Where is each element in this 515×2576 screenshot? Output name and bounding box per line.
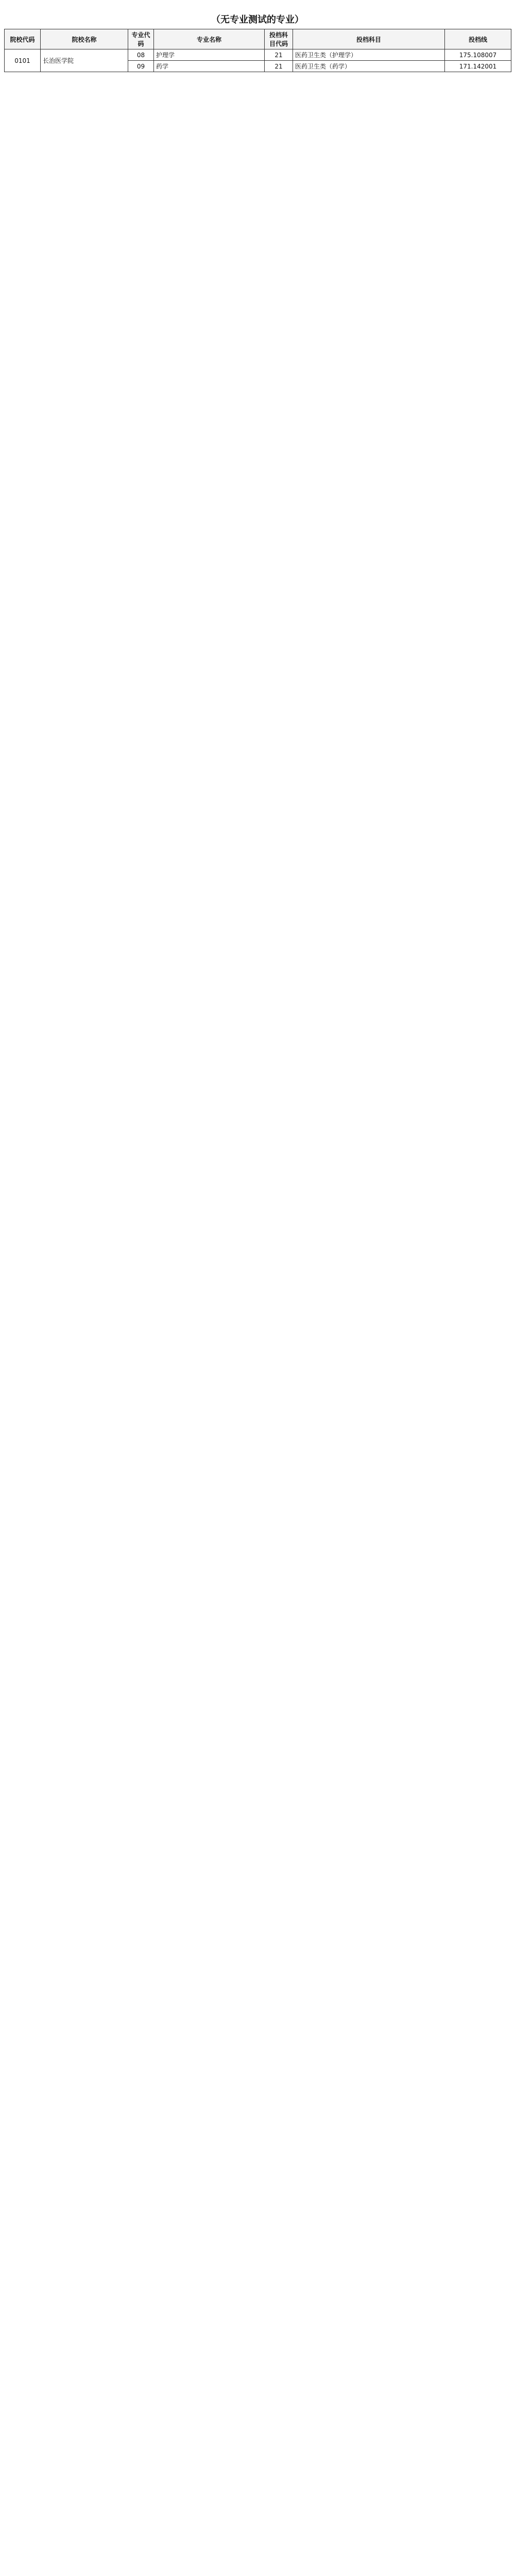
- major-name-cell: 护理学: [154, 49, 265, 61]
- score-cell: 175.108007: [445, 49, 511, 61]
- header-major-code: 专业代码: [128, 29, 154, 49]
- subject-code-cell: 21: [265, 61, 293, 72]
- header-subject: 投档科目: [293, 29, 445, 49]
- subject-cell: 医药卫生类（护理学）: [293, 49, 445, 61]
- subject-code-cell: 21: [265, 49, 293, 61]
- header-major-name: 专业名称: [154, 29, 265, 49]
- score-cell: 171.142001: [445, 61, 511, 72]
- subject-cell: 医药卫生类（药学）: [293, 61, 445, 72]
- major-code-cell: 09: [128, 61, 154, 72]
- header-school-code: 院校代码: [5, 29, 41, 49]
- table-row: [5, 49, 511, 61]
- table-header-row: [5, 29, 511, 49]
- section-title-no-test: （无专业测试的专业）: [211, 14, 304, 25]
- major-name-cell: 药学: [154, 61, 265, 72]
- page: [0, 0, 515, 72]
- score-table-no-test: [4, 29, 511, 72]
- header-score-line: 投档线: [445, 29, 511, 49]
- header-subject-code: 投档科目代码: [265, 29, 293, 49]
- major-code-cell: 08: [128, 49, 154, 61]
- school-name-cell: 长治医学院: [41, 49, 128, 72]
- school-code-cell: 0101: [5, 49, 41, 72]
- header-school-name: 院校名称: [41, 29, 128, 49]
